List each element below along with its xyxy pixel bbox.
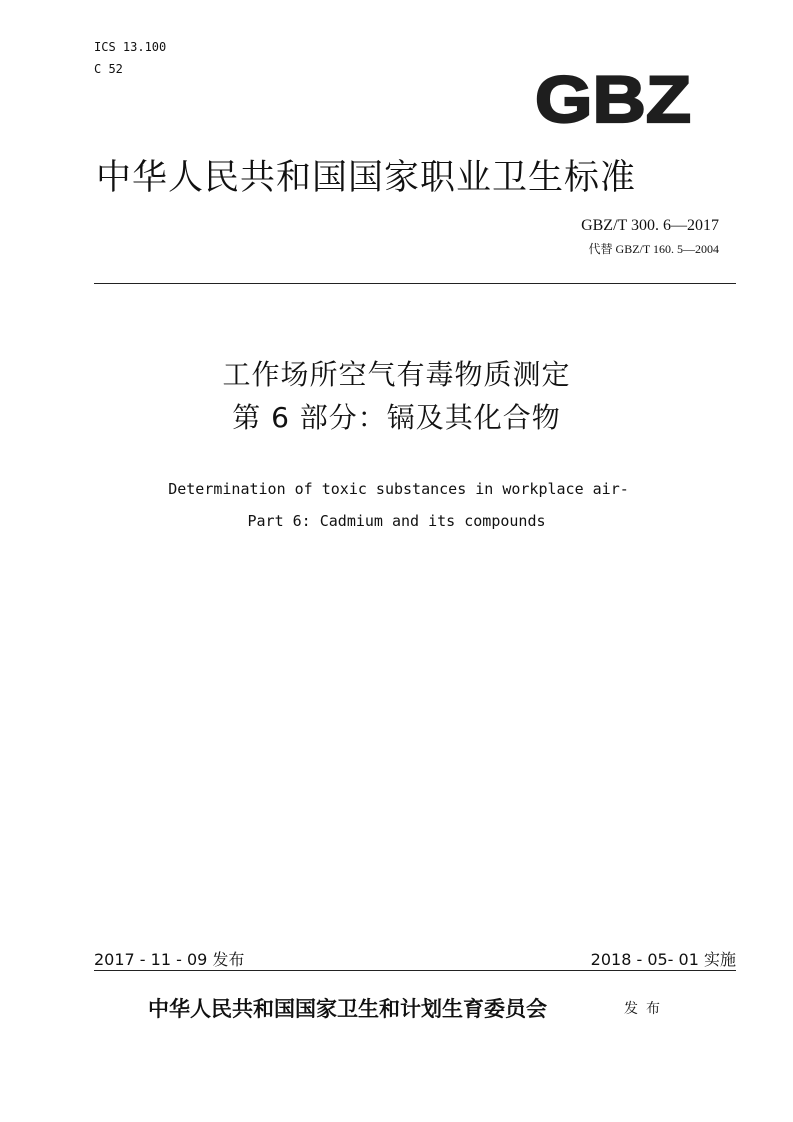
- bottom-divider: [94, 970, 736, 971]
- issuing-authority: 中华人民共和国国家卫生和计划生育委员会: [148, 996, 547, 1021]
- ics-code: ICS 13.100: [94, 40, 167, 54]
- standard-category: 中华人民共和国国家职业卫生标准: [96, 158, 637, 198]
- title-english-line-1: Determination of toxic substances in workplace air-: [168, 480, 629, 498]
- ccs-code: C 52: [94, 62, 123, 76]
- issue-date: 2017 - 11 - 09 发布: [94, 950, 245, 969]
- gbz-logo: [533, 64, 693, 126]
- top-divider: [94, 283, 736, 284]
- gbz-logo-graphic: [533, 64, 693, 126]
- title-chinese-line-2: 第 6 部分：镉及其化合物: [232, 401, 561, 434]
- implementation-date: 2018 - 05- 01 实施: [590, 950, 736, 969]
- gbz-logo-text: GBZ: [535, 64, 691, 126]
- issuing-action: 发布: [624, 1001, 668, 1017]
- replaces-standard: 代替 GBZ/T 160. 5—2004: [588, 242, 719, 256]
- title-chinese-line-1: 工作场所空气有毒物质测定: [222, 358, 571, 391]
- title-english-line-2: Part 6: Cadmium and its compounds: [247, 512, 546, 530]
- standard-number: GBZ/T 300. 6—2017: [581, 217, 719, 234]
